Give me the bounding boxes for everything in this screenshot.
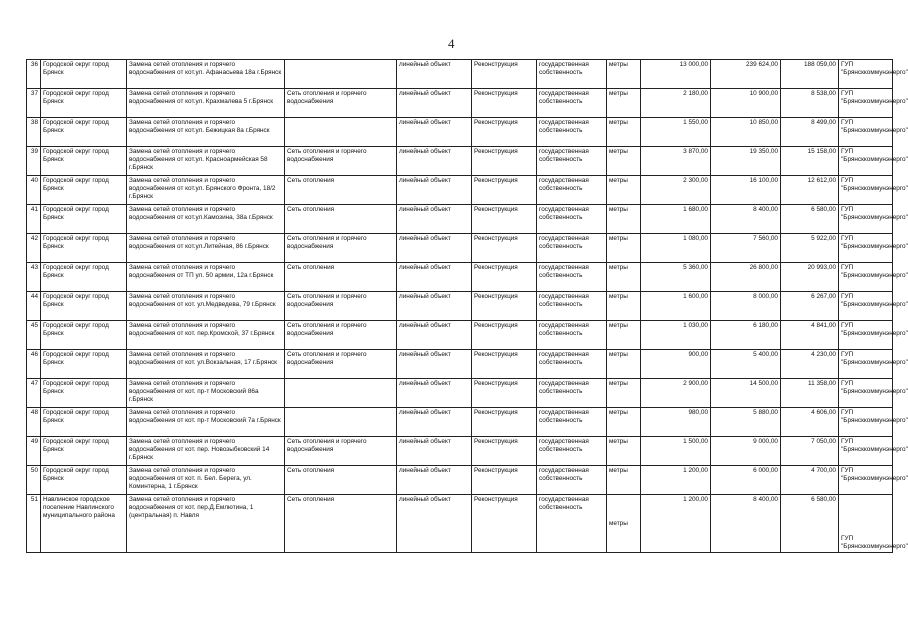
length-cell: 1 600,00 xyxy=(641,292,711,321)
length-cell: 1 200,00 xyxy=(641,466,711,495)
unit-cell: метры xyxy=(607,437,641,466)
unit-cell: метры xyxy=(607,321,641,350)
work-type-cell: Реконструкция xyxy=(472,176,537,205)
unit-cell: метры xyxy=(607,408,641,437)
unit-cell: метры xyxy=(607,147,641,176)
locality-cell: Городской округ город Брянск xyxy=(41,466,127,495)
cost-share-cell: 11 358,00 xyxy=(781,379,839,408)
ownership-cell: государственная собственность xyxy=(537,234,607,263)
row-number: 50 xyxy=(27,466,41,495)
unit-cell: метры xyxy=(607,60,641,89)
cost-total-cell: 6 000,00 xyxy=(711,466,781,495)
cost-total-cell: 8 400,00 xyxy=(711,495,781,553)
ownership-cell: государственная собственность xyxy=(537,176,607,205)
cost-share-cell: 6 580,00 xyxy=(781,205,839,234)
length-cell: 1 030,00 xyxy=(641,321,711,350)
table-row xyxy=(27,234,893,263)
row-number: 36 xyxy=(27,60,41,89)
ownership-cell: государственная собственность xyxy=(537,437,607,466)
ownership-cell: государственная собственность xyxy=(537,321,607,350)
network-type-cell xyxy=(285,379,397,408)
object-type-cell: линейный объект xyxy=(397,234,472,263)
row-number: 48 xyxy=(27,408,41,437)
table-row xyxy=(27,437,893,466)
unit-cell: метры xyxy=(607,205,641,234)
description-cell: Замена сетей отопления и горячего водоснабжения от кот.ул. Крахмалева 5 г.Брянск xyxy=(127,89,285,118)
cost-share-cell: 8 499,00 xyxy=(781,118,839,147)
description-cell: Замена сетей отопления и горячего водоснабжения от кот. пер.Д.Емлютина, 1 (центральная) п. Навля xyxy=(127,495,285,553)
cost-share-cell: 4 700,00 xyxy=(781,466,839,495)
work-type-cell: Реконструкция xyxy=(472,408,537,437)
object-type-cell: линейный объект xyxy=(397,350,472,379)
object-type-cell: линейный объект xyxy=(397,118,472,147)
organization-cell: ГУП "Брянсккоммунэнерго" xyxy=(839,60,893,89)
page-number: 4 xyxy=(448,36,455,51)
work-type-cell: Реконструкция xyxy=(472,60,537,89)
cost-share-cell: 4 230,00 xyxy=(781,350,839,379)
cost-share-cell: 6 580,00 xyxy=(781,495,839,553)
object-type-cell: линейный объект xyxy=(397,437,472,466)
organization-cell: ГУП "Брянсккоммунэнерго" xyxy=(839,89,893,118)
cost-total-cell: 7 560,00 xyxy=(711,234,781,263)
unit-cell: метры xyxy=(607,350,641,379)
registry-table xyxy=(26,59,908,553)
length-cell: 1 550,00 xyxy=(641,118,711,147)
network-type-cell: Сеть отопления xyxy=(285,466,397,495)
locality-cell: Городской округ город Брянск xyxy=(41,118,127,147)
network-type-cell: Сеть отопления xyxy=(285,495,397,553)
cost-share-cell: 5 922,00 xyxy=(781,234,839,263)
ownership-cell: государственная собственность xyxy=(537,292,607,321)
table-row xyxy=(27,466,893,495)
description-cell: Замена сетей отопления и горячего водоснабжения от кот. пер. Новозыбковский 14 г.Брянск xyxy=(127,437,285,466)
row-number: 40 xyxy=(27,176,41,205)
row-number: 43 xyxy=(27,263,41,292)
table-row xyxy=(27,292,893,321)
row-number: 38 xyxy=(27,118,41,147)
ownership-cell: государственная собственность xyxy=(537,60,607,89)
unit-cell: метры xyxy=(607,234,641,263)
length-cell: 980,00 xyxy=(641,408,711,437)
length-cell: 13 000,00 xyxy=(641,60,711,89)
row-number: 41 xyxy=(27,205,41,234)
work-type-cell: Реконструкция xyxy=(472,466,537,495)
row-number: 42 xyxy=(27,234,41,263)
cost-share-cell: 15 158,00 xyxy=(781,147,839,176)
locality-cell: Городской округ город Брянск xyxy=(41,89,127,118)
ownership-cell: государственная собственность xyxy=(537,263,607,292)
work-type-cell: Реконструкция xyxy=(472,321,537,350)
description-cell: Замена сетей отопления и горячего водоснабжения от кот.ул. Афанасьева 18а г.Брянск xyxy=(127,60,285,89)
description-cell: Замена сетей отопления и горячего водоснабжения от кот.ул. Красноармейская 58 г.Брянск xyxy=(127,147,285,176)
organization-cell: ГУП "Брянсккоммунэнерго" xyxy=(839,147,893,176)
description-cell: Замена сетей отопления и горячего водоснабжения от кот. п. Бел. Берега, ул. Коминтерна, 1 г.Брянск xyxy=(127,466,285,495)
object-type-cell: линейный объект xyxy=(397,321,472,350)
cost-total-cell: 14 500,00 xyxy=(711,379,781,408)
unit-cell: метры xyxy=(607,379,641,408)
network-type-cell: Сеть отопления xyxy=(285,205,397,234)
work-type-cell: Реконструкция xyxy=(472,234,537,263)
ownership-cell: государственная собственность xyxy=(537,205,607,234)
cost-total-cell: 6 180,00 xyxy=(711,321,781,350)
organization-cell: ГУП "Брянсккоммунэнерго" xyxy=(839,234,893,263)
length-cell: 2 300,00 xyxy=(641,176,711,205)
ownership-cell: государственная собственность xyxy=(537,408,607,437)
locality-cell: Городской округ город Брянск xyxy=(41,147,127,176)
cost-share-cell: 4 841,00 xyxy=(781,321,839,350)
object-type-cell: линейный объект xyxy=(397,147,472,176)
ownership-cell: государственная собственность xyxy=(537,350,607,379)
cost-total-cell: 10 900,00 xyxy=(711,89,781,118)
length-cell: 2 900,00 xyxy=(641,379,711,408)
description-cell: Замена сетей отопления и горячего водоснабжения от кот.ул. Бежицкая 8а г.Брянск xyxy=(127,118,285,147)
length-cell: 1 200,00 xyxy=(641,495,711,553)
work-type-cell: Реконструкция xyxy=(472,118,537,147)
cost-total-cell: 239 624,00 xyxy=(711,60,781,89)
ownership-cell: государственная собственность xyxy=(537,147,607,176)
row-number: 46 xyxy=(27,350,41,379)
row-number: 49 xyxy=(27,437,41,466)
description-cell: Замена сетей отопления и горячего водоснабжения от кот.ул. Брянского Фронта, 18/2 г.Брянск xyxy=(127,176,285,205)
table-row xyxy=(27,263,893,292)
work-type-cell: Реконструкция xyxy=(472,292,537,321)
cost-total-cell: 16 100,00 xyxy=(711,176,781,205)
unit-cell: метры xyxy=(607,118,641,147)
unit-cell: метры xyxy=(607,263,641,292)
network-type-cell: Сеть отопления и горячего водоснабжения xyxy=(285,292,397,321)
organization-cell: ГУП "Брянсккоммунэнерго" xyxy=(839,118,893,147)
network-type-cell: Сеть отопления и горячего водоснабжения xyxy=(285,350,397,379)
locality-cell: Навлинское городское поселение Навлинского муниципального района xyxy=(41,495,127,553)
cost-share-cell: 6 267,00 xyxy=(781,292,839,321)
work-type-cell: Реконструкция xyxy=(472,350,537,379)
length-cell: 1 080,00 xyxy=(641,234,711,263)
description-cell: Замена сетей отопления и горячего водоснабжения от кот. пер.Кромской, 37 г.Брянск xyxy=(127,321,285,350)
length-cell: 1 500,00 xyxy=(641,437,711,466)
unit-cell: метры xyxy=(607,466,641,495)
organization-cell: ГУП "Брянсккоммунэнерго" xyxy=(839,321,893,350)
work-type-cell: Реконструкция xyxy=(472,205,537,234)
cost-share-cell: 8 538,00 xyxy=(781,89,839,118)
unit-cell: метры xyxy=(607,176,641,205)
object-type-cell: линейный объект xyxy=(397,60,472,89)
table-row xyxy=(27,379,893,408)
row-number: 45 xyxy=(27,321,41,350)
unit-cell: метры xyxy=(607,495,641,553)
network-type-cell: Сеть отопления и горячего водоснабжения xyxy=(285,147,397,176)
organization-cell: ГУП "Брянсккоммунэнерго" xyxy=(839,292,893,321)
ownership-cell: государственная собственность xyxy=(537,495,607,553)
cost-total-cell: 8 400,00 xyxy=(711,205,781,234)
work-type-cell: Реконструкция xyxy=(472,89,537,118)
cost-share-cell: 12 612,00 xyxy=(781,176,839,205)
ownership-cell: государственная собственность xyxy=(537,466,607,495)
cost-share-cell: 7 050,00 xyxy=(781,437,839,466)
length-cell: 3 870,00 xyxy=(641,147,711,176)
organization-cell: ГУП "Брянсккоммунэнерго" xyxy=(839,495,893,553)
network-type-cell xyxy=(285,118,397,147)
description-cell: Замена сетей отопления и горячего водоснабжения от ТП ул. 50 армии, 12а г.Брянск xyxy=(127,263,285,292)
work-type-cell: Реконструкция xyxy=(472,263,537,292)
locality-cell: Городской округ город Брянск xyxy=(41,321,127,350)
work-type-cell: Реконструкция xyxy=(472,379,537,408)
network-type-cell: Сеть отопления и горячего водоснабжения xyxy=(285,321,397,350)
row-number: 44 xyxy=(27,292,41,321)
organization-cell: ГУП "Брянсккоммунэнерго" xyxy=(839,466,893,495)
row-number: 39 xyxy=(27,147,41,176)
locality-cell: Городской округ город Брянск xyxy=(41,408,127,437)
table-row xyxy=(27,176,893,205)
network-type-cell: Сеть отопления и горячего водоснабжения xyxy=(285,234,397,263)
locality-cell: Городской округ город Брянск xyxy=(41,379,127,408)
network-type-cell: Сеть отопления xyxy=(285,176,397,205)
object-type-cell: линейный объект xyxy=(397,176,472,205)
ownership-cell: государственная собственность xyxy=(537,379,607,408)
length-cell: 2 180,00 xyxy=(641,89,711,118)
organization-cell: ГУП "Брянсккоммунэнерго" xyxy=(839,350,893,379)
object-type-cell: линейный объект xyxy=(397,495,472,553)
table-row xyxy=(27,350,893,379)
table-row xyxy=(27,408,893,437)
unit-cell: метры xyxy=(607,89,641,118)
object-type-cell: линейный объект xyxy=(397,89,472,118)
organization-cell: ГУП "Брянсккоммунэнерго" xyxy=(839,379,893,408)
network-type-cell xyxy=(285,408,397,437)
network-type-cell: Сеть отопления и горячего водоснабжения xyxy=(285,89,397,118)
cost-total-cell: 26 800,00 xyxy=(711,263,781,292)
table-row xyxy=(27,147,893,176)
locality-cell: Городской округ город Брянск xyxy=(41,263,127,292)
length-cell: 5 360,00 xyxy=(641,263,711,292)
description-cell: Замена сетей отопления и горячего водоснабжения от кот.ул.Камозина, 38а г.Брянск xyxy=(127,205,285,234)
locality-cell: Городской округ город Брянск xyxy=(41,176,127,205)
network-type-cell: Сеть отопления и горячего водоснабжения xyxy=(285,437,397,466)
object-type-cell: линейный объект xyxy=(397,292,472,321)
description-cell: Замена сетей отопления и горячего водоснабжения от кот. пр-т Московский 86а г.Брянск xyxy=(127,379,285,408)
organization-cell: ГУП "Брянсккоммунэнерго" xyxy=(839,263,893,292)
unit-cell: метры xyxy=(607,292,641,321)
work-type-cell: Реконструкция xyxy=(472,495,537,553)
cost-share-cell: 4 606,00 xyxy=(781,408,839,437)
cost-total-cell: 19 350,00 xyxy=(711,147,781,176)
ownership-cell: государственная собственность xyxy=(537,89,607,118)
locality-cell: Городской округ город Брянск xyxy=(41,60,127,89)
organization-cell: ГУП "Брянсккоммунэнерго" xyxy=(839,176,893,205)
cost-total-cell: 5 400,00 xyxy=(711,350,781,379)
locality-cell: Городской округ город Брянск xyxy=(41,437,127,466)
description-cell: Замена сетей отопления и горячего водоснабжения от кот. пр-т Московский 7а г.Брянск xyxy=(127,408,285,437)
locality-cell: Городской округ город Брянск xyxy=(41,350,127,379)
description-cell: Замена сетей отопления и горячего водоснабжения от кот. ул.Вокзальная, 17 г.Брянск xyxy=(127,350,285,379)
work-type-cell: Реконструкция xyxy=(472,437,537,466)
table-row xyxy=(27,495,893,553)
locality-cell: Городской округ город Брянск xyxy=(41,205,127,234)
row-number: 47 xyxy=(27,379,41,408)
organization-cell: ГУП "Брянсккоммунэнерго" xyxy=(839,205,893,234)
row-number: 37 xyxy=(27,89,41,118)
organization-cell: ГУП "Брянсккоммунэнерго" xyxy=(839,408,893,437)
object-type-cell: линейный объект xyxy=(397,466,472,495)
object-type-cell: линейный объект xyxy=(397,408,472,437)
table-row xyxy=(27,118,893,147)
cost-total-cell: 8 000,00 xyxy=(711,292,781,321)
locality-cell: Городской округ город Брянск xyxy=(41,234,127,263)
network-type-cell: Сеть отопления xyxy=(285,263,397,292)
length-cell: 900,00 xyxy=(641,350,711,379)
work-type-cell: Реконструкция xyxy=(472,147,537,176)
organization-cell: ГУП "Брянсккоммунэнерго" xyxy=(839,437,893,466)
table-row xyxy=(27,89,893,118)
description-cell: Замена сетей отопления и горячего водоснабжения от кот.ул.Литейная, 86 г.Брянск xyxy=(127,234,285,263)
table-row xyxy=(27,60,893,89)
cost-total-cell: 9 000,00 xyxy=(711,437,781,466)
cost-share-cell: 188 059,00 xyxy=(781,60,839,89)
table-row xyxy=(27,205,893,234)
network-type-cell xyxy=(285,60,397,89)
object-type-cell: линейный объект xyxy=(397,205,472,234)
table-row xyxy=(27,321,893,350)
cost-share-cell: 20 993,00 xyxy=(781,263,839,292)
description-cell: Замена сетей отопления и горячего водоснабжения от кот. ул.Медведева, 79 г.Брянск xyxy=(127,292,285,321)
cost-total-cell: 10 850,00 xyxy=(711,118,781,147)
object-type-cell: линейный объект xyxy=(397,263,472,292)
length-cell: 1 680,00 xyxy=(641,205,711,234)
locality-cell: Городской округ город Брянск xyxy=(41,292,127,321)
cost-total-cell: 5 880,00 xyxy=(711,408,781,437)
row-number: 51 xyxy=(27,495,41,553)
object-type-cell: линейный объект xyxy=(397,379,472,408)
registry-rows xyxy=(27,60,908,553)
ownership-cell: государственная собственность xyxy=(537,118,607,147)
